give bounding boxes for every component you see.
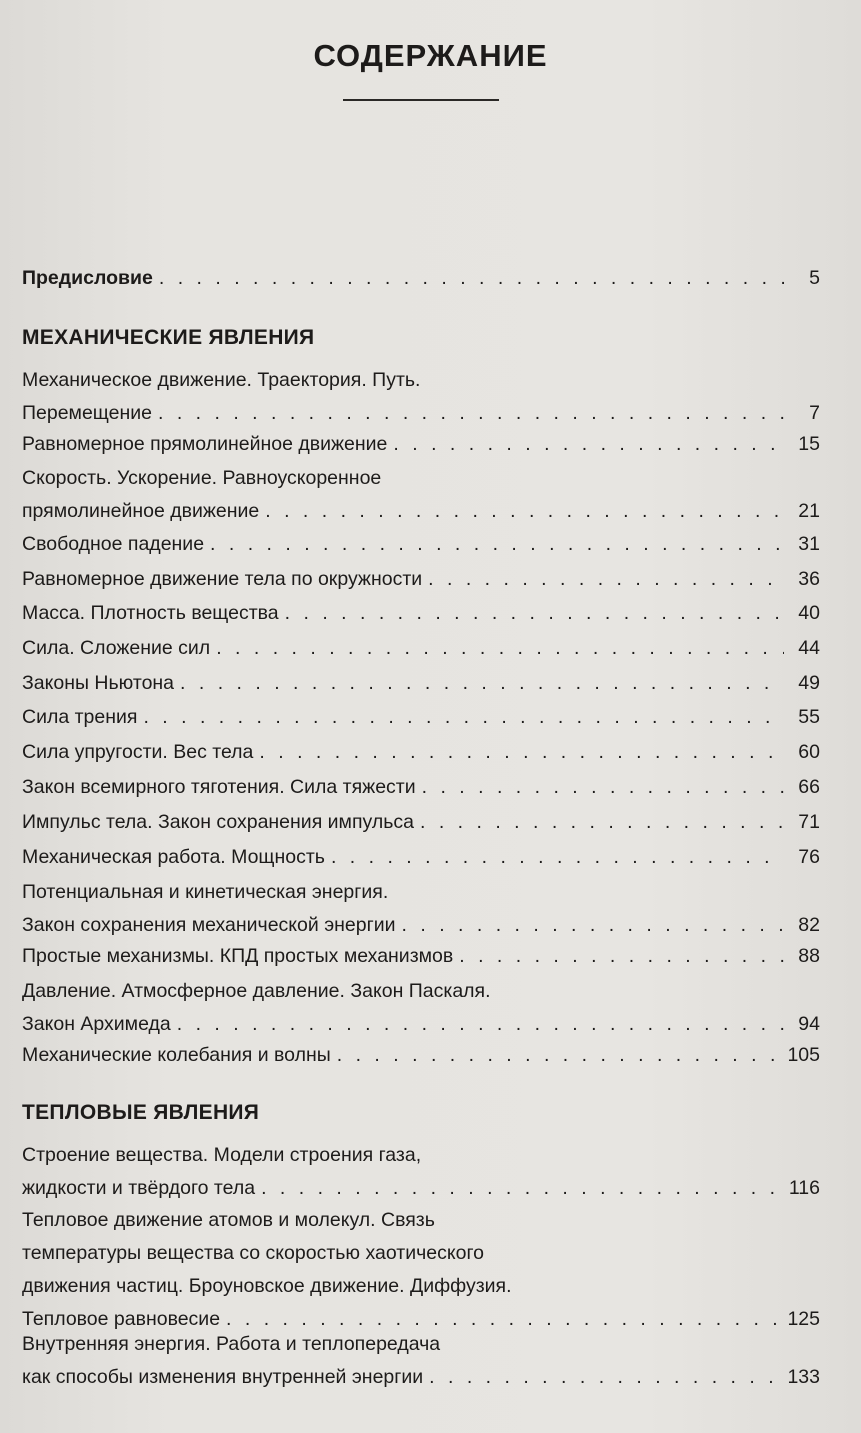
toc-entry-title: Законы Ньютона: [22, 672, 175, 694]
toc-entry[interactable]: [22, 1139, 820, 1205]
toc-entry-line: Тепловое движение атомов и молекул. Связь: [22, 1209, 435, 1231]
toc-entry-page: 21: [798, 500, 820, 522]
leader-dots: [285, 597, 784, 630]
toc-entry[interactable]: [22, 841, 820, 874]
toc-entry-title: Сила трения: [22, 706, 138, 728]
toc-entry-page: 31: [798, 533, 820, 555]
toc-entry-title: Равномерное прямолинейное движение: [22, 433, 388, 455]
toc-entry-title: Равномерное движение тела по окружности: [22, 568, 423, 590]
toc-entry-page: 76: [798, 846, 820, 868]
toc-entry[interactable]: [22, 806, 820, 839]
leader-dots: [402, 909, 784, 942]
toc-entry-page: 116: [788, 1177, 820, 1199]
toc-entry-title: Закон всемирного тяготения. Сила тяжести: [22, 776, 416, 798]
toc-entry[interactable]: [22, 563, 820, 596]
toc-entry[interactable]: [22, 632, 820, 665]
toc-entry[interactable]: [22, 1328, 820, 1394]
toc-entry-line: Давление. Атмосферное давление. Закон Паскаля.: [22, 980, 491, 1002]
toc-entry-title: Тепловое равновесие: [22, 1308, 221, 1330]
toc-entry-page: 125: [787, 1308, 820, 1330]
toc-entry-line: Внутренняя энергия. Работа и теплопередача: [22, 1333, 441, 1355]
toc-entry-page: 94: [798, 1013, 820, 1035]
section-heading: МЕХАНИЧЕСКИЕ ЯВЛЕНИЯ: [22, 326, 315, 349]
toc-entry[interactable]: [22, 667, 820, 700]
toc-entry-title: Предисловие: [22, 267, 153, 289]
toc-entry-title: прямолинейное движение: [22, 500, 260, 522]
toc-entry-page: 82: [798, 914, 820, 936]
toc-entry-line: движения частиц. Броуновское движение. Диффузия.: [22, 1275, 512, 1297]
toc-entry[interactable]: [22, 876, 820, 942]
section-heading: ТЕПЛОВЫЕ ЯВЛЕНИЯ: [22, 1101, 260, 1124]
toc-entry-line: температуры вещества со скоростью хаотического: [22, 1242, 484, 1264]
leader-dots: [428, 563, 784, 596]
leader-dots: [393, 428, 784, 461]
leader-dots: [429, 1361, 781, 1394]
leader-dots: [337, 1039, 782, 1072]
toc-entry[interactable]: [22, 528, 820, 561]
leader-dots: [261, 1172, 783, 1205]
leader-dots: [180, 667, 784, 700]
leader-dots: [177, 1008, 784, 1041]
toc-entry-title: Закон Архимеда: [22, 1013, 171, 1035]
toc-entry[interactable]: [22, 701, 820, 734]
toc-entry[interactable]: [22, 364, 820, 430]
toc-entry[interactable]: [22, 771, 820, 804]
toc-entry[interactable]: [22, 462, 820, 528]
toc-entry-page: 5: [809, 267, 820, 289]
toc-entry-page: 71: [798, 811, 820, 833]
toc-entry-page: 44: [798, 637, 820, 659]
toc-entry[interactable]: [22, 597, 820, 630]
toc-entry-title: Механические колебания и волны: [22, 1044, 331, 1066]
toc-entry[interactable]: [22, 940, 820, 973]
toc-entry-line: Механическое движение. Траектория. Путь.: [22, 369, 421, 391]
toc-entry-title: Свободное падение: [22, 533, 205, 555]
leader-dots: [159, 262, 784, 295]
toc-entry-title: Сила упругости. Вес тела: [22, 741, 254, 763]
toc-entry-title: как способы изменения внутренней энергии: [22, 1366, 424, 1388]
toc-entry-page: 133: [787, 1366, 820, 1388]
toc-entry-preface[interactable]: [22, 262, 820, 295]
toc-entry[interactable]: [22, 736, 820, 769]
toc-entry-line: Потенциальная и кинетическая энергия.: [22, 881, 389, 903]
toc-entry-page: 88: [798, 945, 820, 967]
toc-entry-line: Строение вещества. Модели строения газа,: [22, 1144, 422, 1166]
toc-entry-page: 55: [798, 706, 820, 728]
toc-entry-line: Скорость. Ускорение. Равноускоренное: [22, 467, 382, 489]
leader-dots: [331, 841, 784, 874]
toc-entry-page: 40: [798, 602, 820, 624]
toc-entry-page: 49: [798, 672, 820, 694]
leader-dots: [265, 495, 784, 528]
leader-dots: [459, 940, 784, 973]
toc-entry-page: 60: [798, 741, 820, 763]
leader-dots: [422, 771, 784, 804]
leader-dots: [143, 701, 784, 734]
toc-entry[interactable]: [22, 428, 820, 461]
toc-entry-title: Механическая работа. Мощность: [22, 846, 325, 868]
page-title: СОДЕРЖАНИЕ: [313, 38, 548, 73]
leader-dots: [259, 736, 784, 769]
toc-entry-page: 105: [787, 1044, 820, 1066]
toc-entry-page: 36: [798, 568, 820, 590]
toc-entry-title: Перемещение: [22, 402, 152, 424]
toc-entry-title: Закон сохранения механической энергии: [22, 914, 396, 936]
toc-entry-page: 15: [798, 433, 820, 455]
leader-dots: [216, 632, 784, 665]
toc-entry-page: 7: [809, 402, 820, 424]
toc-entry-page: 66: [798, 776, 820, 798]
leader-dots: [158, 397, 784, 430]
leader-dots: [210, 528, 784, 561]
toc-entry-title: Простые механизмы. КПД простых механизмов: [22, 945, 454, 967]
leader-dots: [420, 806, 784, 839]
toc-entry[interactable]: [22, 975, 820, 1041]
toc-entry-title: Импульс тела. Закон сохранения импульса: [22, 811, 414, 833]
title-underline: [343, 99, 499, 101]
toc-entry-title: Сила. Сложение сил: [22, 637, 211, 659]
toc-entry-title: Масса. Плотность вещества: [22, 602, 279, 624]
toc-entry[interactable]: [22, 1204, 820, 1336]
toc-entry[interactable]: [22, 1039, 820, 1072]
toc-entry-title: жидкости и твёрдого тела: [22, 1177, 256, 1199]
